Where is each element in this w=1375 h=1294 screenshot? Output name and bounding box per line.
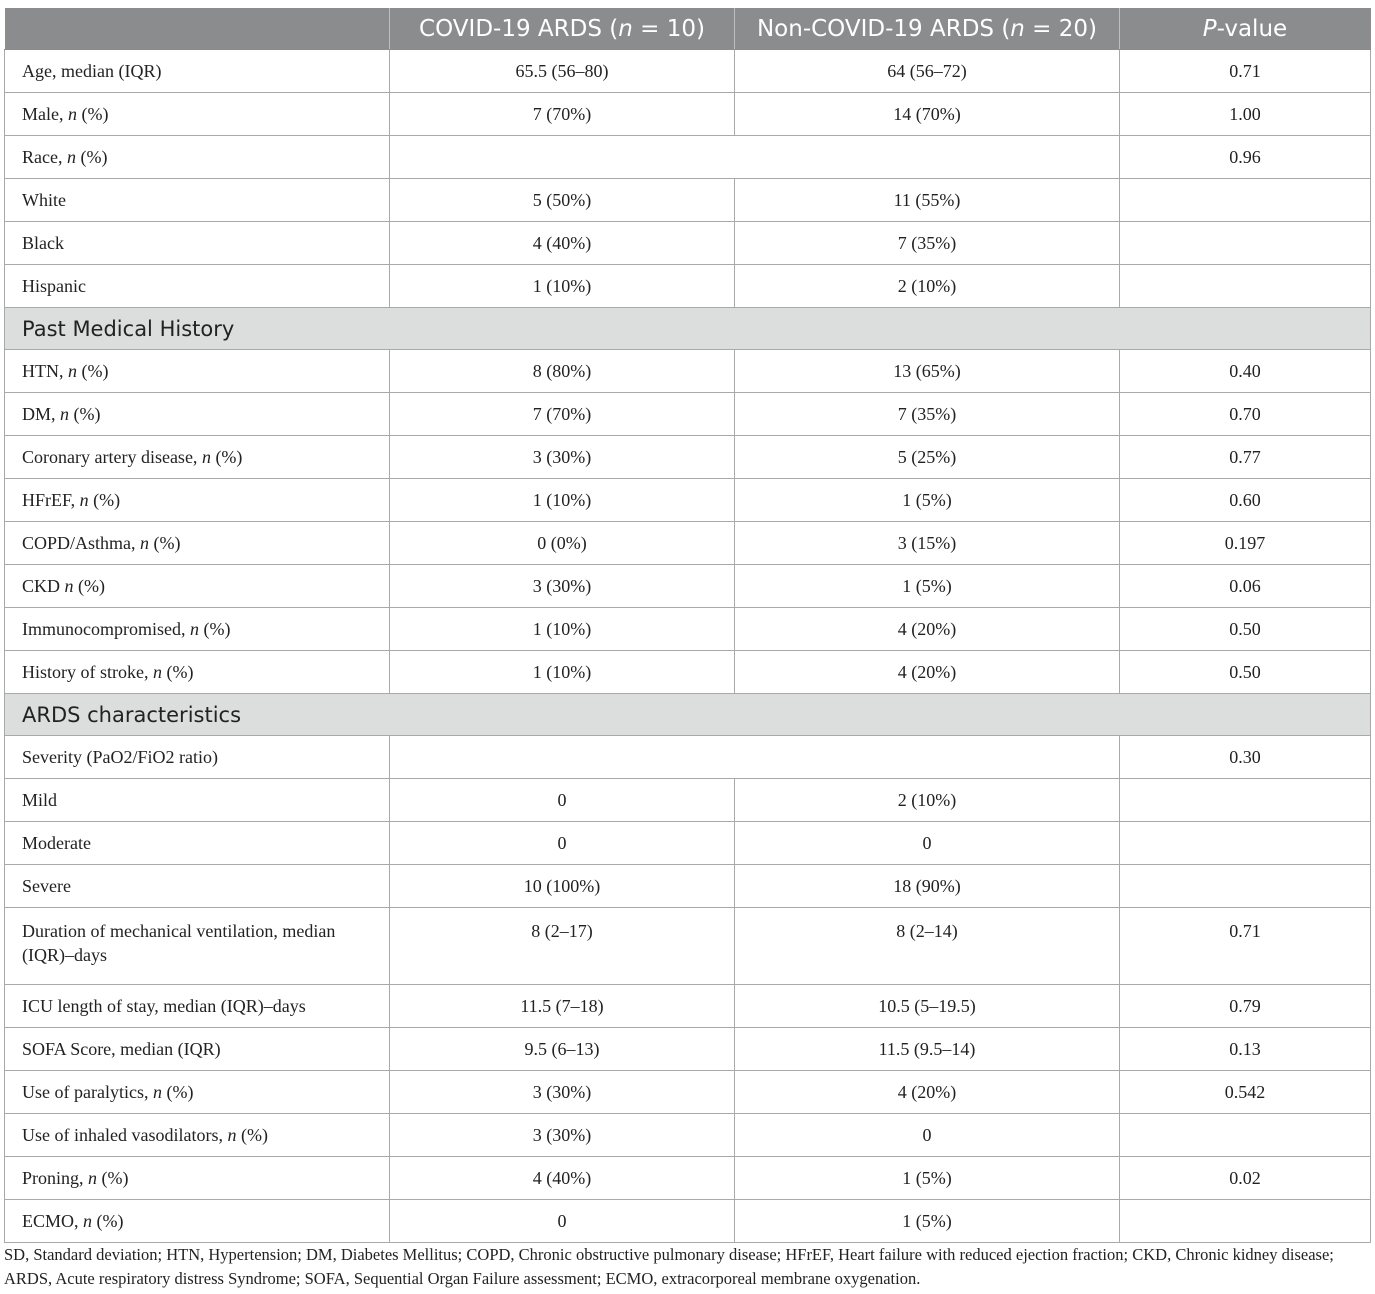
row-label: ICU length of stay, median (IQR)–days (5, 985, 390, 1028)
table-row (5, 1028, 1371, 1071)
row-label: Moderate (5, 822, 390, 865)
table-row (5, 136, 1371, 179)
table-row (5, 736, 1371, 779)
row-label: HTN, n (%) (5, 350, 390, 393)
p-value: 0.50 (1120, 608, 1371, 651)
table-row (5, 179, 1371, 222)
row-label: Race, n (%) (5, 136, 390, 179)
covid-value: 10 (100%) (390, 865, 735, 908)
table-container (4, 8, 1370, 1243)
p-value (1120, 1114, 1371, 1157)
p-value (1120, 865, 1371, 908)
row-label: Age, median (IQR) (5, 50, 390, 93)
non-covid-value: 3 (15%) (735, 522, 1120, 565)
table-row (5, 608, 1371, 651)
table-row (5, 1071, 1371, 1114)
table-row (5, 1114, 1371, 1157)
non-covid-value: 14 (70%) (735, 93, 1120, 136)
covid-value: 7 (70%) (390, 393, 735, 436)
table-row (5, 1157, 1371, 1200)
row-label: CKD n (%) (5, 565, 390, 608)
non-covid-value: 0 (735, 822, 1120, 865)
row-label: COPD/Asthma, n (%) (5, 522, 390, 565)
non-covid-value: 1 (5%) (735, 1157, 1120, 1200)
non-covid-value: 2 (10%) (735, 265, 1120, 308)
table-row (5, 350, 1371, 393)
row-label: Use of inhaled vasodilators, n (%) (5, 1114, 390, 1157)
non-covid-value: 0 (735, 1114, 1120, 1157)
p-value: 0.60 (1120, 479, 1371, 522)
non-covid-value: 1 (5%) (735, 565, 1120, 608)
covid-value: 11.5 (7–18) (390, 985, 735, 1028)
non-covid-value: 64 (56–72) (735, 50, 1120, 93)
p-value: 0.70 (1120, 393, 1371, 436)
non-covid-value: 18 (90%) (735, 865, 1120, 908)
covid-value: 0 (390, 822, 735, 865)
covid-value: 1 (10%) (390, 479, 735, 522)
covid-value: 1 (10%) (390, 608, 735, 651)
non-covid-value: 1 (5%) (735, 1200, 1120, 1243)
row-label: Immunocompromised, n (%) (5, 608, 390, 651)
p-value: 0.197 (1120, 522, 1371, 565)
table-row (5, 265, 1371, 308)
non-covid-value: 13 (65%) (735, 350, 1120, 393)
covid-value: 0 (390, 779, 735, 822)
table-body (5, 50, 1371, 1243)
section-row (5, 308, 1371, 350)
section-heading: Past Medical History (5, 308, 1371, 350)
p-value: 0.96 (1120, 136, 1371, 179)
empty-cell (390, 736, 1120, 779)
header-label (5, 9, 390, 50)
table-row (5, 779, 1371, 822)
non-covid-value: 11.5 (9.5–14) (735, 1028, 1120, 1071)
non-covid-value: 7 (35%) (735, 222, 1120, 265)
footnote: SD, Standard deviation; HTN, Hypertension; DM, Diabetes Mellitus; COPD, Chronic obstructive pulmonary disease; HFrEF, Heart failure with reduced ejection fraction; CKD, Chronic kidney disease; ARDS, Acute respiratory distress Syndrome; SOFA, Sequential Organ Failure assessment; ECMO, extracorporeal membrane oxygenation. (4, 1245, 1334, 1288)
row-label: Male, n (%) (5, 93, 390, 136)
header-row (5, 9, 1371, 50)
table-row (5, 222, 1371, 265)
table-row (5, 985, 1371, 1028)
row-label: Coronary artery disease, n (%) (5, 436, 390, 479)
covid-value: 3 (30%) (390, 1114, 735, 1157)
non-covid-value: 10.5 (5–19.5) (735, 985, 1120, 1028)
header-p-value: P-value (1120, 9, 1371, 50)
p-value: 0.77 (1120, 436, 1371, 479)
non-covid-value: 7 (35%) (735, 393, 1120, 436)
non-covid-value: 8 (2–14) (735, 908, 1120, 985)
p-value: 1.00 (1120, 93, 1371, 136)
p-value: 0.50 (1120, 651, 1371, 694)
covid-value: 9.5 (6–13) (390, 1028, 735, 1071)
table-row (5, 865, 1371, 908)
non-covid-value: 5 (25%) (735, 436, 1120, 479)
row-label: Use of paralytics, n (%) (5, 1071, 390, 1114)
p-value: 0.79 (1120, 985, 1371, 1028)
covid-value: 3 (30%) (390, 1071, 735, 1114)
covid-value: 4 (40%) (390, 1157, 735, 1200)
row-label: Severity (PaO2/FiO2 ratio) (5, 736, 390, 779)
demographics-table (4, 8, 1371, 1243)
row-label: Black (5, 222, 390, 265)
covid-value: 0 (0%) (390, 522, 735, 565)
p-value (1120, 822, 1371, 865)
table-row (5, 50, 1371, 93)
covid-value: 65.5 (56–80) (390, 50, 735, 93)
table-row (5, 393, 1371, 436)
table-row (5, 651, 1371, 694)
covid-value: 4 (40%) (390, 222, 735, 265)
table-row (5, 822, 1371, 865)
covid-value: 8 (80%) (390, 350, 735, 393)
header-covid: COVID-19 ARDS (n = 10) (390, 9, 735, 50)
p-value: 0.71 (1120, 50, 1371, 93)
row-label: DM, n (%) (5, 393, 390, 436)
row-label: Hispanic (5, 265, 390, 308)
section-row (5, 694, 1371, 736)
covid-value: 1 (10%) (390, 651, 735, 694)
non-covid-value: 4 (20%) (735, 651, 1120, 694)
p-value: 0.02 (1120, 1157, 1371, 1200)
row-label: Severe (5, 865, 390, 908)
non-covid-value: 11 (55%) (735, 179, 1120, 222)
table-row (5, 908, 1371, 985)
table-row (5, 479, 1371, 522)
table-row (5, 522, 1371, 565)
row-label: SOFA Score, median (IQR) (5, 1028, 390, 1071)
row-label: Proning, n (%) (5, 1157, 390, 1200)
table-row (5, 436, 1371, 479)
covid-value: 5 (50%) (390, 179, 735, 222)
section-heading: ARDS characteristics (5, 694, 1371, 736)
covid-value: 8 (2–17) (390, 908, 735, 985)
p-value: 0.542 (1120, 1071, 1371, 1114)
non-covid-value: 4 (20%) (735, 1071, 1120, 1114)
covid-value: 7 (70%) (390, 93, 735, 136)
p-value: 0.40 (1120, 350, 1371, 393)
row-label: White (5, 179, 390, 222)
row-label: History of stroke, n (%) (5, 651, 390, 694)
p-value: 0.13 (1120, 1028, 1371, 1071)
p-value (1120, 779, 1371, 822)
p-value: 0.71 (1120, 908, 1371, 985)
row-label: ECMO, n (%) (5, 1200, 390, 1243)
row-label: Duration of mechanical ventilation, median (IQR)–days (5, 908, 390, 985)
p-value (1120, 265, 1371, 308)
non-covid-value: 4 (20%) (735, 608, 1120, 651)
p-value: 0.30 (1120, 736, 1371, 779)
header-non-covid: Non-COVID-19 ARDS (n = 20) (735, 9, 1120, 50)
p-value: 0.06 (1120, 565, 1371, 608)
row-label: Mild (5, 779, 390, 822)
p-value (1120, 179, 1371, 222)
empty-cell (390, 136, 1120, 179)
table-row (5, 565, 1371, 608)
covid-value: 3 (30%) (390, 565, 735, 608)
table-row (5, 1200, 1371, 1243)
p-value (1120, 1200, 1371, 1243)
row-label: HFrEF, n (%) (5, 479, 390, 522)
table-row (5, 93, 1371, 136)
covid-value: 3 (30%) (390, 436, 735, 479)
p-value (1120, 222, 1371, 265)
non-covid-value: 1 (5%) (735, 479, 1120, 522)
covid-value: 1 (10%) (390, 265, 735, 308)
covid-value: 0 (390, 1200, 735, 1243)
non-covid-value: 2 (10%) (735, 779, 1120, 822)
